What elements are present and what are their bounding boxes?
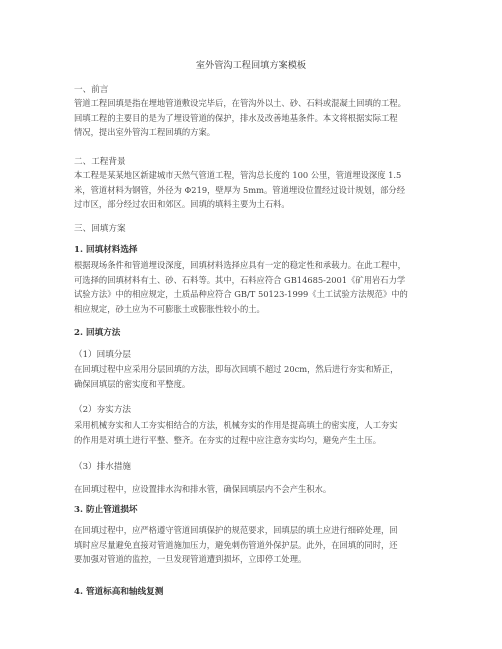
paragraph-compaction (74, 418, 434, 447)
subheading-materials: 1. 回填材料选择 (74, 245, 138, 255)
paragraph-pipe-protection (74, 523, 434, 567)
text-line: 的作用是对填土进行平整、整齐。在夯实的过程中应注意夯实均匀，避免产生土压。 (74, 434, 381, 445)
paragraph-layering (74, 362, 434, 391)
text-line: 米，管道材料为钢管，外径为 Φ219，壁厚为 5mm。管道埋设位置经过设计规划，部分经 (74, 184, 406, 195)
section-heading-preface: 一、前言 (74, 85, 109, 95)
paragraph-materials (74, 258, 434, 316)
document-title: 室外管沟工程回填方案模板 (195, 60, 307, 71)
text-line: 根据现场条件和管道埋设深度，回填材料选择应具有一定的稳定性和承载力。在此工程中， (74, 260, 406, 270)
subheading-methods: 2. 回填方法 (74, 328, 121, 338)
text-line: 试验方法》中的相应规定，土质品种应符合 GB/T 50123-1999《土工试验方法规范》中的 (74, 289, 408, 299)
text-line: 要加强对管道的监控，一旦发现管道遭到损坏，立即停工处理。 (74, 554, 307, 564)
text-line: 相应规定，砂土应为不可膨胀土或膨胀性较小的土。 (74, 303, 265, 314)
text-line: 过市区，部分经过农田和郊区。回填的填料主要为土石料。 (74, 199, 290, 209)
method-heading-layering: （1）回填分层 (74, 350, 132, 360)
subheading-pipe-protection: 3. 防止管道损坏 (74, 505, 138, 515)
section-heading-plan: 三、回填方案 (74, 224, 126, 234)
text-line: 在回填过程中，应严格遵守管道回填保护的规范要求，回填层的填土应进行细碎处理，回 (74, 525, 398, 535)
text-line: 本工程是某某地区新建城市天然气管道工程，管沟总长度约 100 公里，管道埋设深度 1.5 (74, 170, 402, 180)
method-heading-drainage: （3）排水措施 (74, 462, 132, 472)
method-heading-compaction: （2）夯实方法 (74, 405, 132, 415)
text-line: 可选择的回填材料有土、砂、石料等。其中，石料应符合 GB14685-2001《矿用岩石力学 (74, 274, 406, 285)
section-heading-background: 二、工程背景 (74, 157, 126, 167)
text-line: 管道工程回填是指在埋地管道敷设完毕后，在管沟外以土、砂、石料或混凝土回填的工程。 (74, 98, 406, 108)
text-line: 采用机械夯实和人工夯实相结合的方法，机械夯实的作用是提高填土的密实度，人工夯实 (74, 420, 398, 430)
text-line: 确保回填层的密实度和平整度。 (74, 378, 191, 389)
paragraph-preface (74, 96, 434, 140)
paragraph-drainage (74, 482, 434, 497)
text-line: 情况，提出室外管沟工程回填的方案。 (74, 127, 216, 137)
text-line: 在回填过程中应采用分层回填的方法，即每次回填不超过 20cm，然后进行夯实和矫正， (74, 364, 399, 374)
text-line: 在回填过程中，应设置排水沟和排水管，确保回填层内不会产生积水。 (74, 484, 332, 494)
text-line: 回填工程的主要目的是为了埋设管道的保护，排水及改善地基条件。本文将根据实际工程 (74, 112, 398, 123)
subheading-elevation-survey: 4. 管道标高和轴线复测 (74, 587, 164, 597)
text-line: 填时应尽量避免直接对管道施加压力，避免刺伤管道外保护层。此外，在回填的同时，还 (74, 539, 398, 550)
paragraph-background (74, 168, 434, 212)
